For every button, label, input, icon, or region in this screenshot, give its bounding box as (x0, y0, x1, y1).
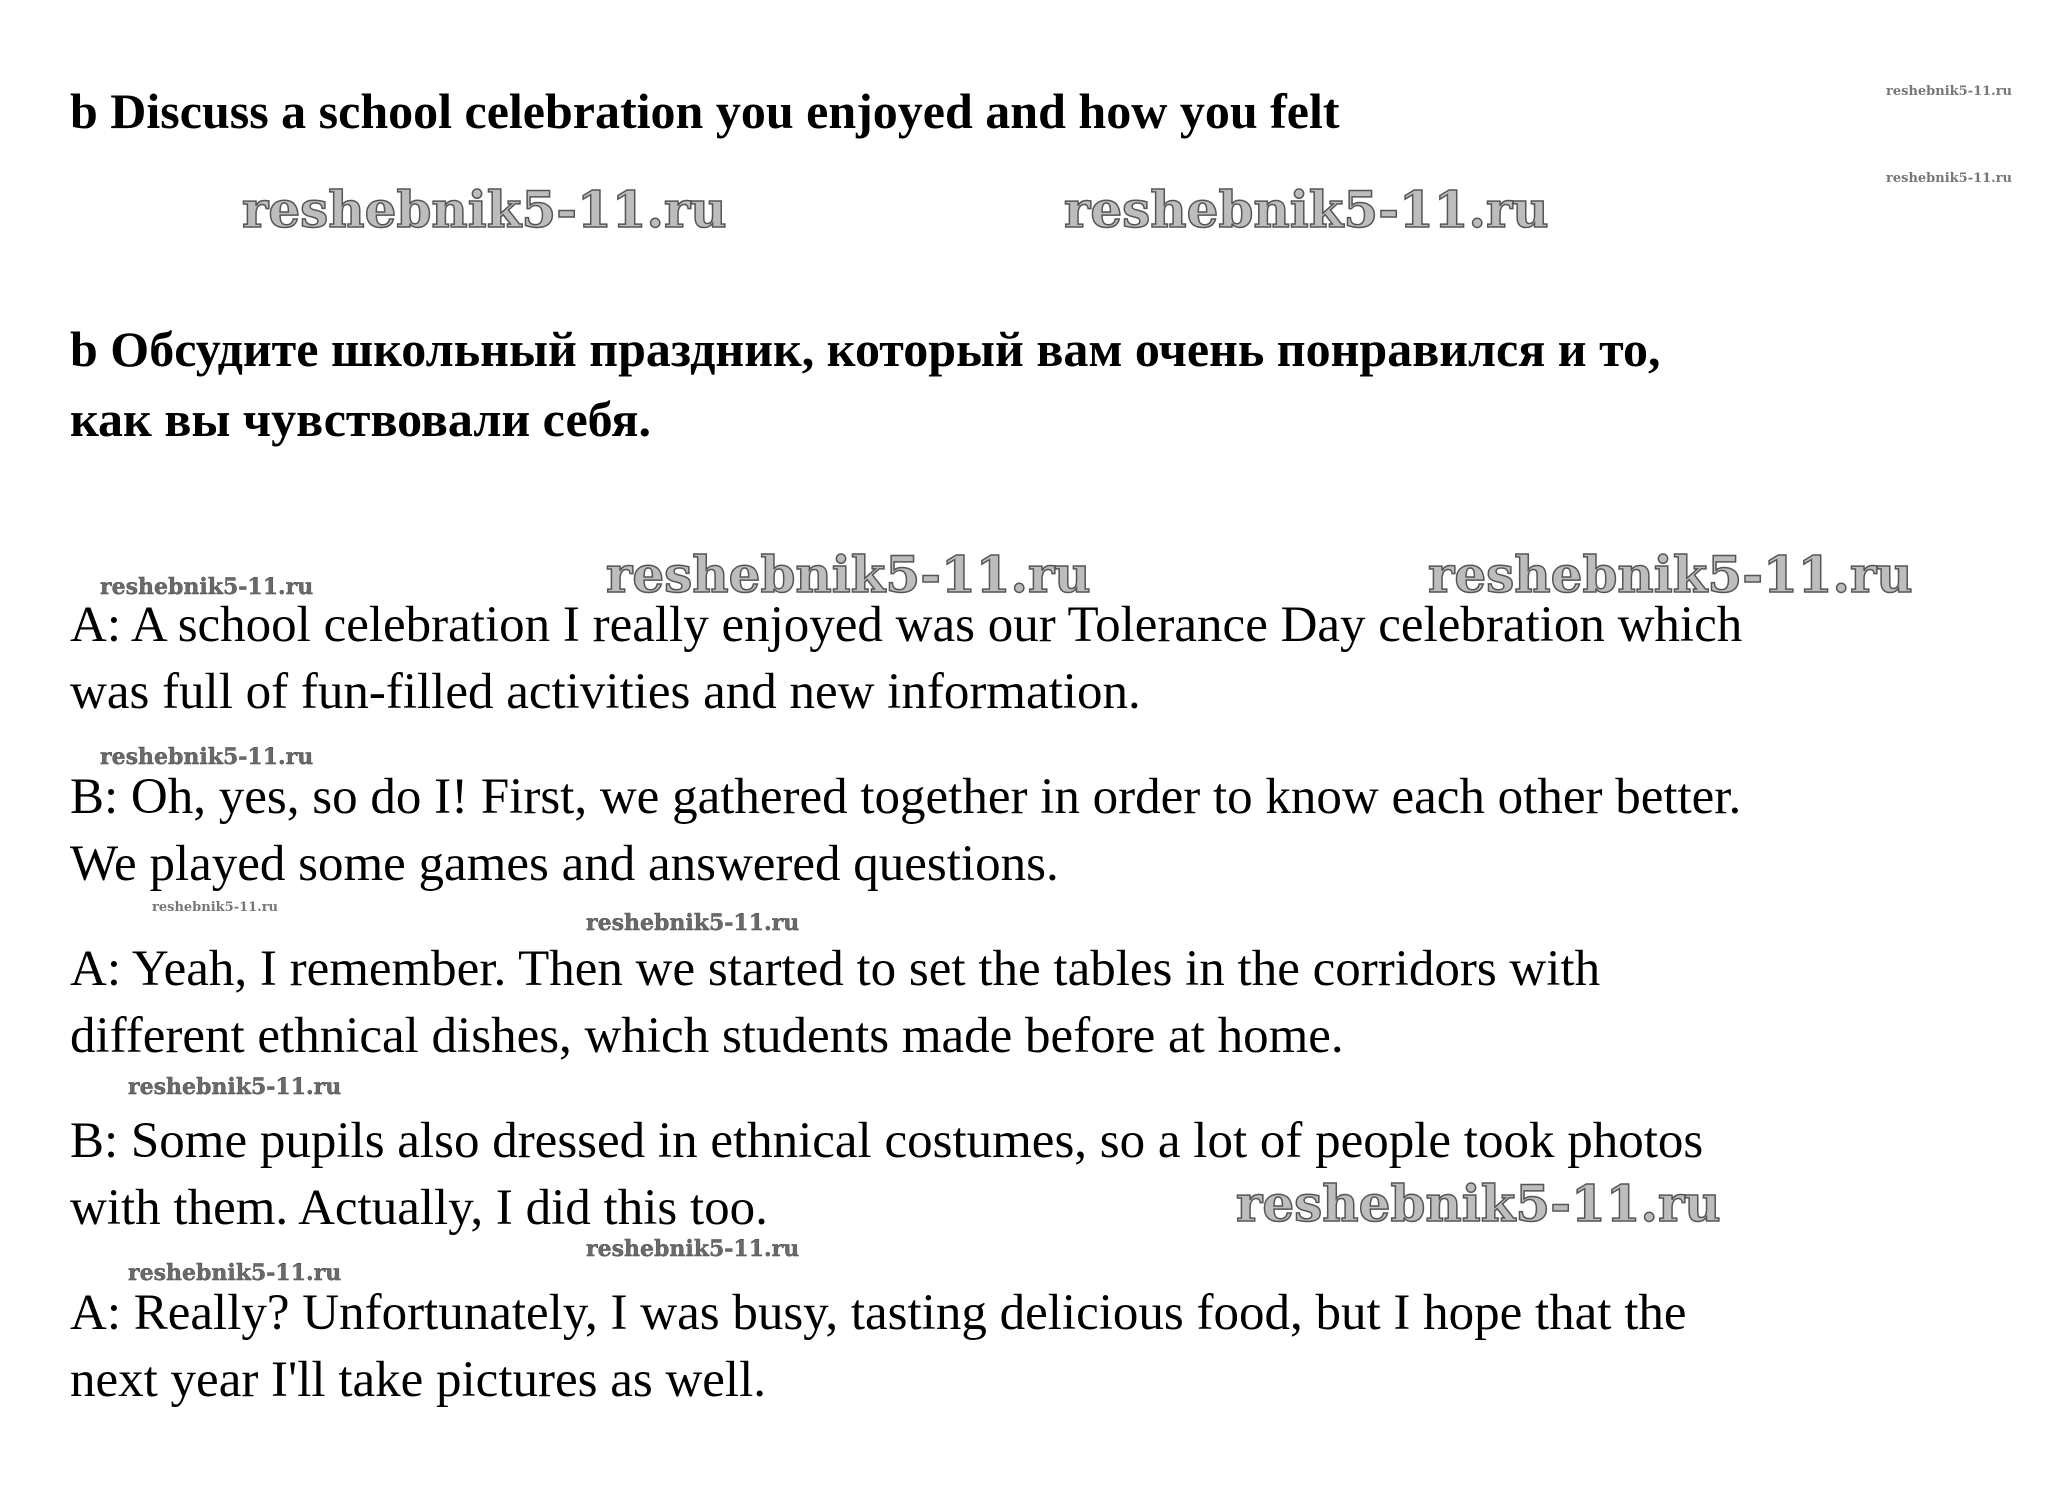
dialogue-line-4-text-2: with them. Actually, I did this too. (70, 1180, 768, 1236)
task-heading-english: b Discuss a school celebration you enjoyed and how you felt (70, 83, 1340, 139)
watermark: reshebnik5-11.ru (100, 744, 314, 770)
dialogue-line-2 (70, 764, 1741, 898)
dialogue-line-1-text-2: was full of fun-filled activities and new information. (70, 664, 1141, 720)
watermark: reshebnik5-11.ru (100, 574, 314, 600)
watermark: reshebnik5-11.ru (1064, 180, 1549, 239)
watermark: reshebnik5-11.ru (1428, 545, 1913, 604)
dialogue-line-4-text-1: B: Some pupils also dressed in ethnical costumes, so a lot of people took photos (70, 1113, 1704, 1169)
watermark: reshebnik5-11.ru (586, 1236, 800, 1262)
dialogue-line-1-text-1: A: A school celebration I really enjoyed was our Tolerance Day celebration which (70, 597, 1743, 653)
watermark: reshebnik5-11.ru (152, 900, 279, 915)
watermark: reshebnik5-11.ru (606, 545, 1091, 604)
dialogue-line-3-text-1: A: Yeah, I remember. Then we started to set the tables in the corridors with (70, 941, 1601, 997)
dialogue-line-2-text-2: We played some games and answered questions. (70, 836, 1059, 892)
task-heading-russian-line-1: b Обсудите школьный праздник, который вам очень понравился и то, (70, 321, 1661, 377)
watermark: reshebnik5-11.ru (1236, 1174, 1721, 1233)
dialogue-line-3 (70, 936, 1600, 1070)
task-heading-russian-line-2: как вы чувствовали себя. (70, 391, 651, 447)
dialogue-line-3-text-2: different ethnical dishes, which students made before at home. (70, 1008, 1344, 1064)
watermark: reshebnik5-11.ru (242, 180, 727, 239)
watermark: reshebnik5-11.ru (586, 910, 800, 936)
dialogue-line-5 (70, 1280, 1687, 1414)
watermark: reshebnik5-11.ru (1886, 84, 2013, 99)
task-heading-russian (70, 314, 1661, 454)
dialogue-line-1 (70, 592, 1742, 726)
dialogue-line-2-text-1: B: Oh, yes, so do I! First, we gathered together in order to know each other better. (70, 769, 1742, 825)
dialogue-line-5-text-1: A: Really? Unfortunately, I was busy, tasting delicious food, but I hope that the (70, 1285, 1687, 1341)
watermark: reshebnik5-11.ru (128, 1260, 342, 1286)
watermark: reshebnik5-11.ru (1886, 171, 2013, 186)
watermark: reshebnik5-11.ru (128, 1074, 342, 1100)
dialogue-line-5-text-2: next year I'll take pictures as well. (70, 1352, 766, 1408)
